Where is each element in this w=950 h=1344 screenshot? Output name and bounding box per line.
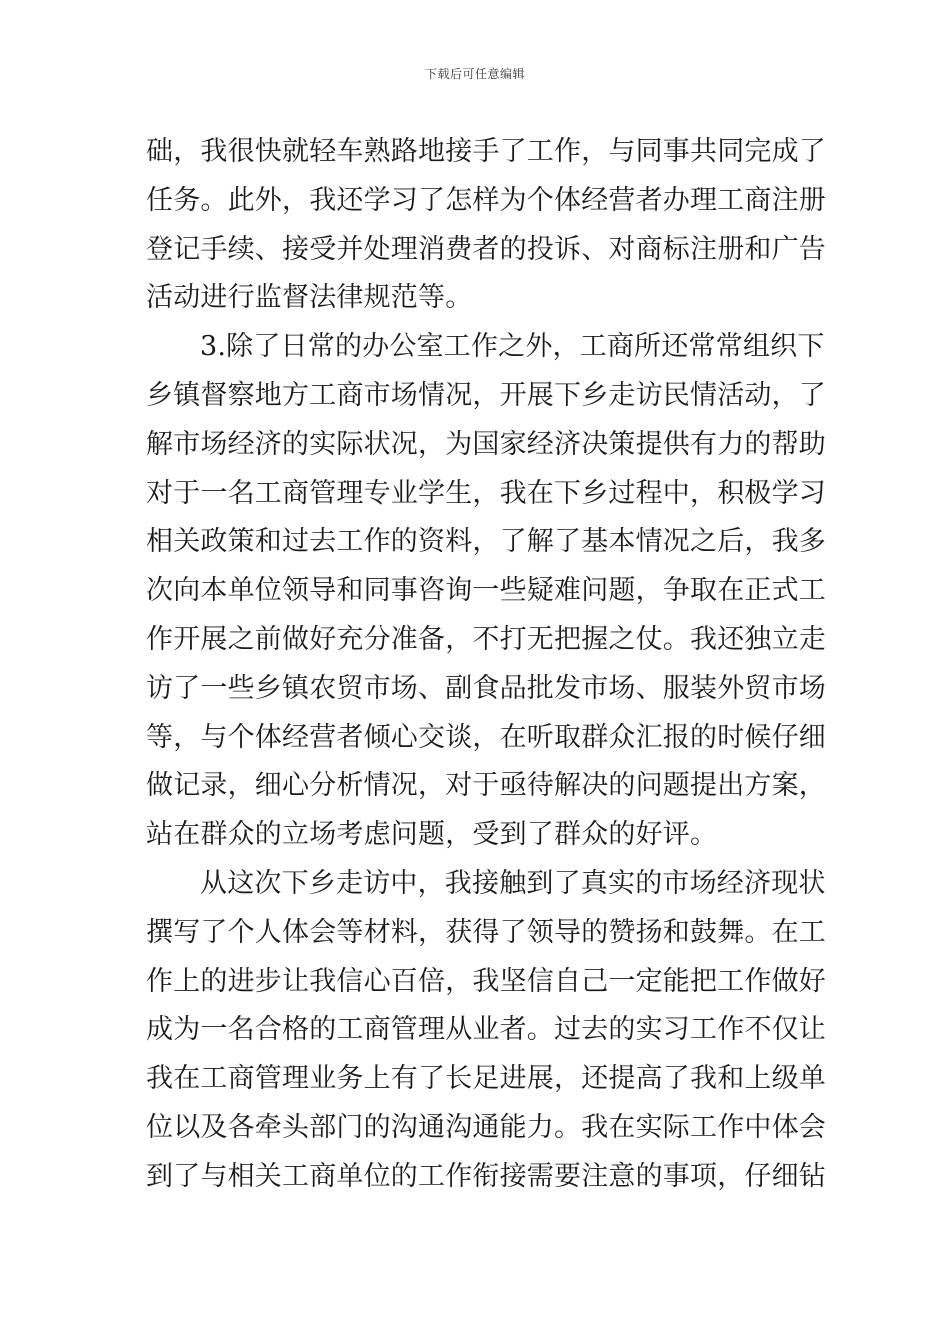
text-line: 乡镇督察地方工商市场情况，开展下乡走访民情活动，了: [146, 379, 826, 411]
text-line: 相关政策和过去工作的资料，了解了基本情况之后，我多: [146, 526, 826, 558]
text-line: 访了一些乡镇农贸市场、副食品批发市场、服装外贸市场: [146, 672, 826, 704]
text-line: 作开展之前做好充分准备，不打无把握之仗。我还独立走: [146, 623, 826, 655]
text-line: 活动进行监督法律规范等。: [146, 282, 473, 314]
text-line: 次向本单位领导和同事咨询一些疑难问题，争取在正式工: [146, 575, 826, 607]
text-line: 做记录，细心分析情况，对于亟待解决的问题提出方案，: [146, 770, 826, 802]
text-line: 撰写了个人体会等材料，获得了领导的赞扬和鼓舞。在工: [146, 916, 826, 948]
text-line: 等，与个体经营者倾心交谈，在听取群众汇报的时候仔细: [146, 721, 826, 753]
text-line: 成为一名合格的工商管理从业者。过去的实习工作不仅让: [146, 1014, 826, 1046]
text-line: 到了与相关工商单位的工作衔接需要注意的事项，仔细钻: [146, 1160, 826, 1192]
text-line: 任务。此外，我还学习了怎样为个体经营者办理工商注册: [146, 184, 826, 216]
document-body: [146, 128, 826, 1202]
text-line: 解市场经济的实际状况，为国家经济决策提供有力的帮助: [146, 428, 826, 460]
text-line: 对于一名工商管理专业学生，我在下乡过程中，积极学习: [146, 477, 826, 509]
text-line: 位以及各牵头部门的沟通沟通能力。我在实际工作中体会: [146, 1111, 826, 1143]
paragraph-1: [146, 128, 826, 323]
page-header: 下载后可任意编辑: [424, 67, 525, 81]
text-line: 我在工商管理业务上有了长足进展，还提高了我和上级单: [146, 1063, 826, 1095]
text-line: 作上的进步让我信心百倍，我坚信自己一定能把工作做好: [146, 965, 826, 997]
text-line: 登记手续、接受并处理消费者的投诉、对商标注册和广告: [146, 233, 826, 265]
text-line: 从这次下乡走访中，我接触到了真实的市场经济现状: [200, 867, 826, 899]
text-line: 3.除了日常的办公室工作之外，工商所还常常组织下: [200, 331, 825, 363]
text-line: 站在群众的立场考虑问题，受到了群众的好评。: [146, 819, 718, 851]
paragraph-3: [146, 860, 826, 1202]
text-line: 础，我很快就轻车熟路地接手了工作，与同事共同完成了: [146, 136, 826, 167]
paragraph-2: [146, 323, 826, 860]
